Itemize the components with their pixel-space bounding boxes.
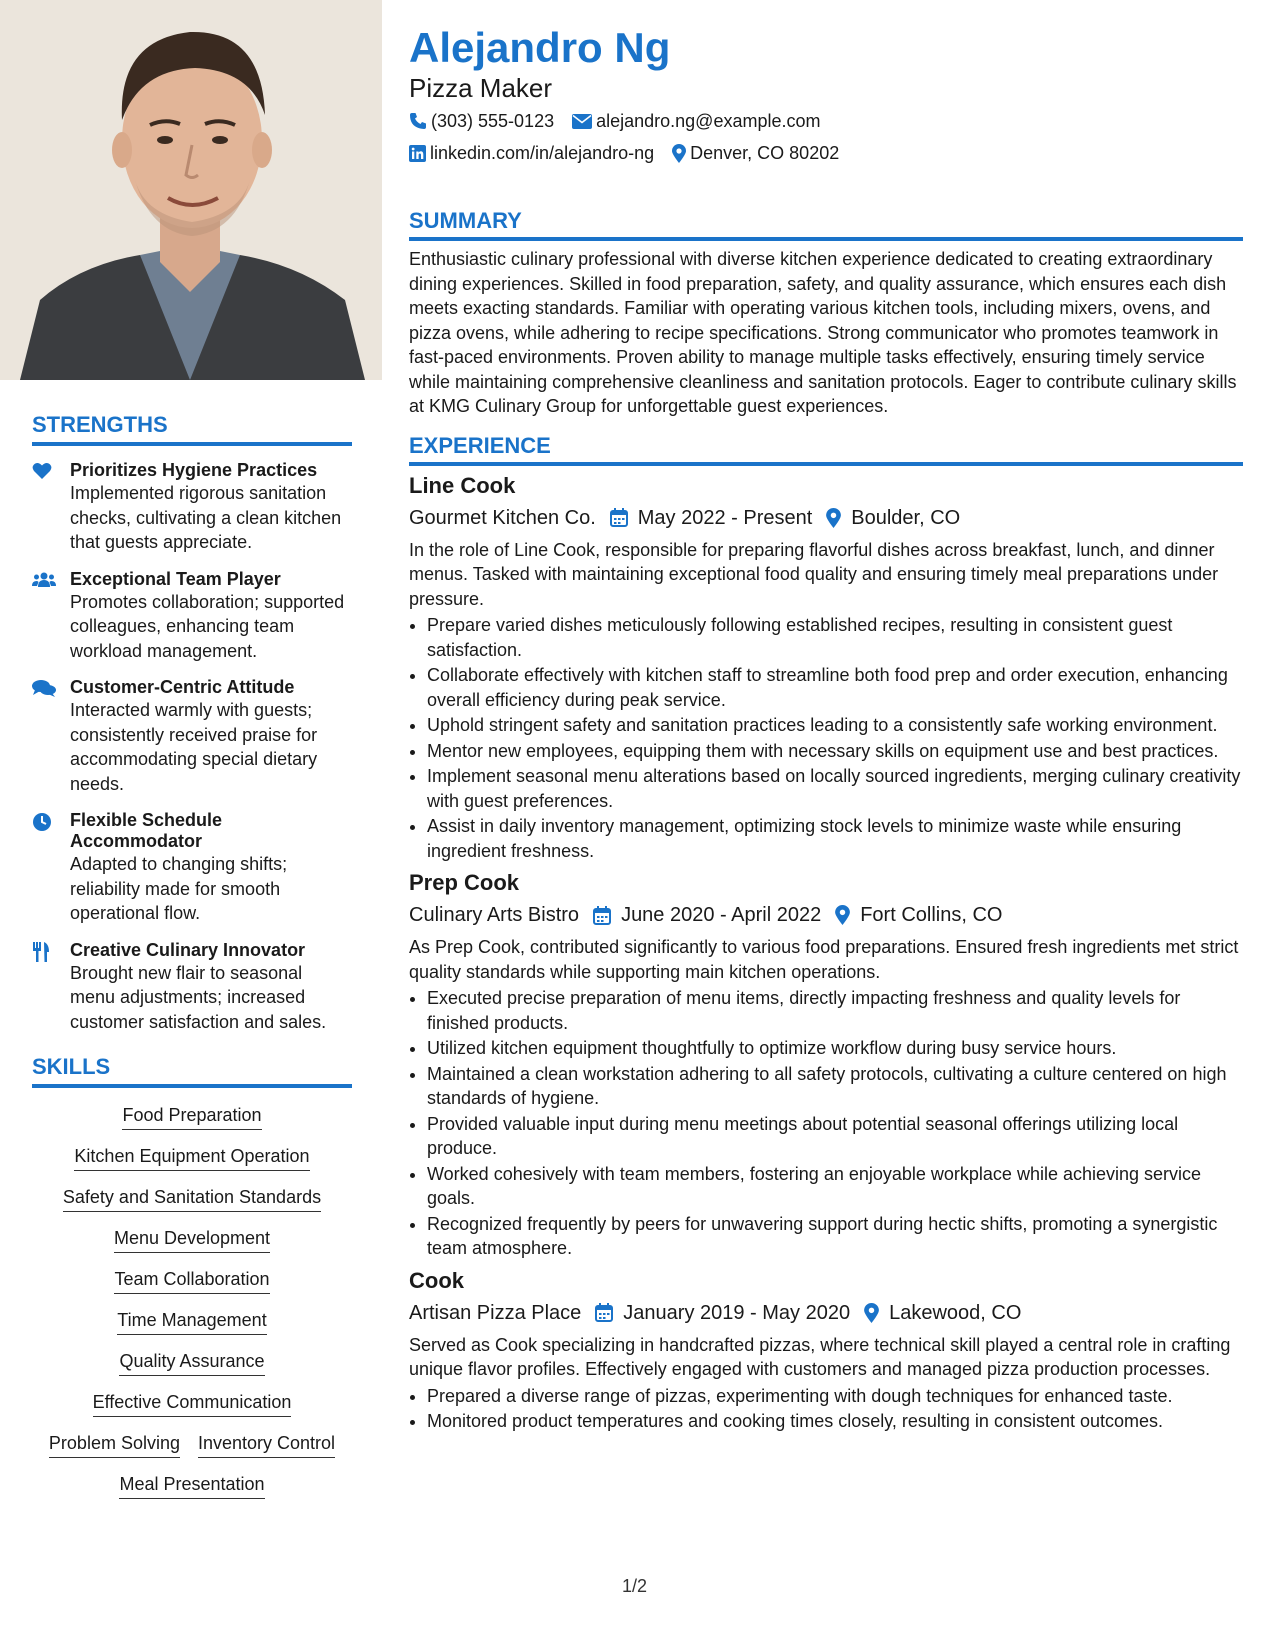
job-title: Prep Cook: [409, 870, 520, 895]
job-description: In the role of Line Cook, responsible for preparing flavorful dishes across breakfast, lunch, and dinner menus. Tasked with maintaining exceptional food quality and ensuring timely meal preparations under pressure.: [409, 539, 1219, 609]
strength-item: [32, 677, 352, 796]
map-pin-icon: [826, 508, 841, 528]
phone-text: (303) 555-0123: [431, 110, 555, 131]
strength-title: Prioritizes Hygiene Practices: [70, 460, 318, 480]
bullet-item: • Recognized frequently by peers for unwavering support during hectic shifts, promoting a synergistic team atmosphere.: [427, 1212, 1243, 1261]
skill-item: Inventory Control: [198, 1432, 335, 1458]
contact-row: [409, 138, 1243, 168]
bullet-item: • Provided valuable input during menu meetings about potential seasonal offerings utilizing local produce.: [427, 1112, 1243, 1161]
linkedin-contact[interactable]: [409, 143, 654, 164]
strength-item: [32, 569, 352, 664]
job-dates-wrap: [593, 901, 821, 929]
job-meta: [409, 1299, 1243, 1327]
bullet-item: • Collaborate effectively with kitchen staff to streamline both food prep and order execution, enhancing overall efficiency during peak service.: [427, 663, 1243, 712]
job-title: Line Cook: [409, 472, 516, 498]
job-location: Lakewood, CO: [889, 1301, 1022, 1324]
portrait-illustration: [0, 0, 382, 380]
job-entry: [409, 472, 1243, 864]
job-dates: January 2019 - May 2020: [623, 1301, 851, 1324]
bullet-item: • Uphold stringent safety and sanitation practices leading to a consistently safe working environment.: [427, 713, 1243, 738]
users-icon: [32, 569, 70, 664]
location-text: Denver, CO 80202: [690, 142, 840, 163]
profile-photo: [0, 0, 382, 380]
skill-item: Effective Communication: [93, 1391, 292, 1417]
skill-item: Food Preparation: [122, 1104, 261, 1130]
linkedin-text: linkedin.com/in/alejandro-ng: [430, 142, 655, 163]
job-description: Served as Cook specializing in handcrafted pizzas, where technical skill played a central role in crafting unique flavor profiles. Effectively engaged with customers and managed pizza production processes.: [409, 1334, 1231, 1379]
job-location: Boulder, CO: [851, 506, 961, 529]
job-description: As Prep Cook, contributed significantly to various food preparations. Ensured fresh ingredients met strict quality standards while supporting main kitchen operations.: [409, 937, 1239, 982]
map-pin-icon: [672, 144, 686, 163]
job-bullets: [409, 613, 1243, 863]
strength-description: Interacted warmly with guests; consistently received praise for accommodating special dietary needs.: [70, 700, 318, 794]
job-bullets: [409, 1384, 1243, 1434]
strength-description: Promotes collaboration; supported colleagues, enhancing team workload management.: [70, 591, 345, 661]
job-entry: [409, 1267, 1243, 1434]
strength-title: Customer-Centric Attitude: [70, 677, 295, 697]
phone-contact[interactable]: [409, 111, 554, 132]
strength-description: Implemented rigorous sanitation checks, cultivating a clean kitchen that guests appreciate.: [70, 483, 342, 552]
bullet-item: • Implement seasonal menu alterations based on locally sourced ingredients, merging culinary creativity with guest preferences.: [427, 764, 1243, 813]
bullet-item: • Executed precise preparation of menu items, directly impacting freshness and quality levels for finished products.: [427, 986, 1243, 1035]
calendar-icon: [595, 1303, 613, 1322]
candidate-name: Alejandro Ng: [409, 24, 671, 71]
strength-item: [32, 460, 352, 555]
strength-item: [32, 810, 352, 926]
location-contact: [672, 143, 839, 164]
job-location: Fort Collins, CO: [860, 904, 1003, 926]
skill-item: Time Management: [117, 1309, 266, 1335]
skill-item: Problem Solving: [49, 1432, 180, 1458]
skills-list: [32, 1102, 352, 1499]
skill-item: Kitchen Equipment Operation: [74, 1145, 309, 1171]
skill-item: Meal Presentation: [119, 1473, 264, 1499]
bullet-item: • Mentor new employees, equipping them with necessary skills on equipment use and best practices.: [427, 739, 1243, 764]
utensils-icon: [32, 940, 70, 1035]
experience-heading: EXPERIENCE: [409, 433, 1243, 466]
job-bullets: [409, 986, 1243, 1261]
bullet-item: • Assist in daily inventory management, optimizing stock levels to minimize waste while ensuring ingredient freshness.: [427, 814, 1243, 863]
map-pin-icon: [864, 1303, 879, 1323]
phone-icon: [409, 112, 427, 130]
calendar-icon: [593, 906, 611, 925]
job-company: Gourmet Kitchen Co.: [409, 506, 596, 529]
skill-item: Team Collaboration: [114, 1268, 269, 1294]
strength-title: Creative Culinary Innovator: [70, 939, 306, 960]
map-pin-icon: [835, 905, 850, 925]
job-company: Culinary Arts Bistro: [409, 904, 580, 926]
job-dates: June 2020 - April 2022: [621, 904, 822, 926]
job-meta: [409, 504, 1243, 532]
comments-icon: [32, 677, 70, 796]
summary-heading: SUMMARY: [409, 208, 1243, 241]
strengths-heading: STRENGTHS: [32, 412, 352, 446]
job-location-wrap: [864, 1299, 1021, 1327]
page-number: 1/2: [622, 1576, 648, 1596]
skill-item: Safety and Sanitation Standards: [63, 1186, 321, 1212]
bullet-item: • Worked cohesively with team members, fostering an enjoyable workplace while achieving service goals.: [427, 1162, 1243, 1211]
sidebar: [32, 412, 352, 1499]
email-text: alejandro.ng@example.com: [596, 110, 821, 131]
skills-heading: SKILLS: [32, 1054, 352, 1088]
job-location-wrap: [826, 504, 960, 532]
bullet-item: • Prepare varied dishes meticulously following established recipes, resulting in consistent guest satisfaction.: [427, 613, 1243, 662]
strength-item: [32, 940, 352, 1035]
main-content: [409, 22, 1243, 1440]
contact-row: [409, 106, 1243, 136]
calendar-icon: [610, 508, 628, 527]
strength-description: Brought new flair to seasonal menu adjustments; increased customer satisfaction and sales.: [70, 962, 327, 1032]
skill-item: Quality Assurance: [119, 1350, 264, 1376]
job-dates-wrap: [610, 504, 813, 532]
bullet-item: • Maintained a clean workstation adhering to all safety protocols, cultivating a culture centered on high standards of hygiene.: [427, 1062, 1243, 1111]
linkedin-icon: [409, 145, 426, 162]
bullet-item: • Prepared a diverse range of pizzas, experimenting with dough techniques for enhanced taste.: [427, 1384, 1243, 1409]
job-dates: May 2022 - Present: [637, 506, 813, 529]
job-title: Cook: [409, 1267, 464, 1293]
job-entry: [409, 869, 1243, 1261]
strength-title: Flexible Schedule Accommodator: [70, 810, 223, 851]
email-contact[interactable]: [572, 111, 820, 132]
strength-title: Exceptional Team Player: [70, 568, 281, 589]
job-meta: [409, 901, 1243, 929]
strength-description: Adapted to changing shifts; reliability made for smooth operational flow.: [70, 854, 288, 923]
summary-text: Enthusiastic culinary professional with diverse kitchen experience dedicated to creating extraordinary dining experiences. Skilled in food preparation, safety, and quality assurance, which ensures each dish meets exacting standards. Familiar with operating various kitchen tools, including mixers, ovens, and pizza ovens, while adhering to recipe specifications. Strong communicator who promotes teamwork in fast-paced environments. Proven ability to manage multiple tasks effectively, ensuring timely service while maintaining comprehensive cleanliness and sanitation protocols. Eager to contribute culinary skills at KMG Culinary Group for unforgettable guest experiences.: [409, 249, 1237, 416]
job-company: Artisan Pizza Place: [409, 1301, 582, 1324]
bullet-item: • Monitored product temperatures and cooking times closely, resulting in consistent outcomes.: [427, 1409, 1243, 1434]
skill-item: Menu Development: [114, 1227, 270, 1253]
job-dates-wrap: [595, 1299, 850, 1327]
envelope-icon: [572, 114, 592, 129]
heart-icon: [32, 460, 70, 555]
candidate-role: Pizza Maker: [409, 73, 553, 103]
bullet-item: • Utilized kitchen equipment thoughtfully to optimize workflow during busy service hours.: [427, 1036, 1243, 1061]
clock-icon: [32, 810, 70, 926]
job-location-wrap: [835, 901, 1002, 929]
